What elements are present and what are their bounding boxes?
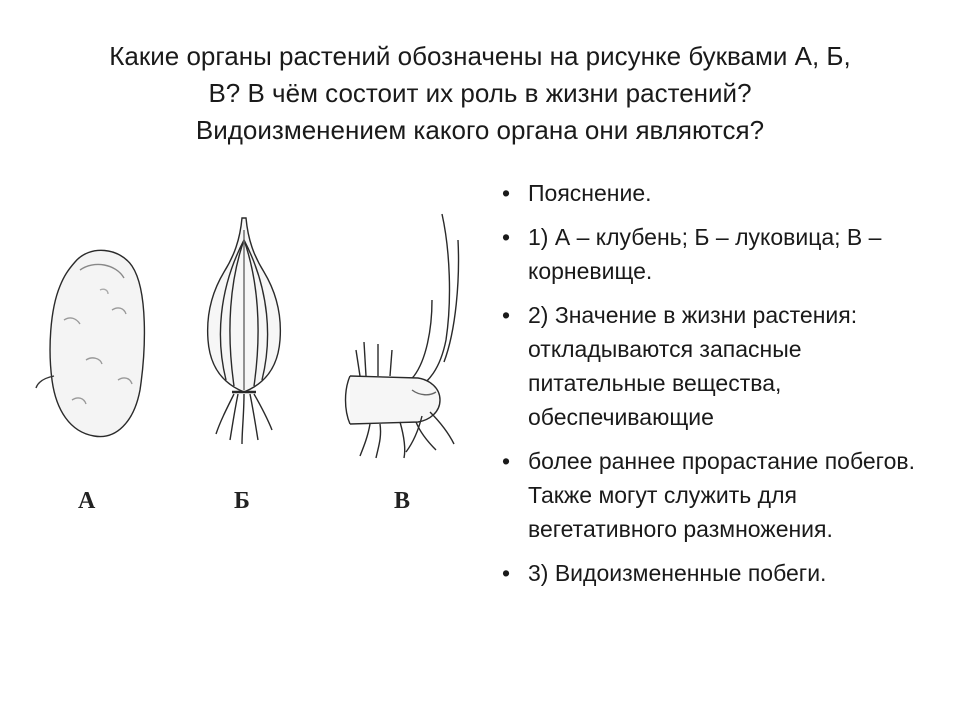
plant-organs-figure bbox=[20, 200, 490, 540]
figure-label-v: В bbox=[394, 488, 411, 514]
figure-label-b: Б bbox=[234, 488, 250, 514]
bullet-item: • 1) А – клубень; Б – луковица; В – корневище. bbox=[494, 220, 934, 288]
title-line-1: Какие органы растений обозначены на рисунке буквами А, Б, bbox=[109, 41, 851, 71]
title-line-3: Видоизменением какого органа они являются? bbox=[195, 115, 765, 145]
rhizome-illustration bbox=[346, 214, 459, 458]
bullet-item: • более раннее прорастание побегов. Также могут служить для вегетативного размножения. bbox=[494, 444, 934, 546]
slide-title bbox=[40, 38, 920, 149]
bullet-item: • 3) Видоизмененные побеги. bbox=[494, 556, 934, 590]
bullet-item: • Пояснение. bbox=[494, 176, 934, 210]
bulb-illustration bbox=[208, 218, 281, 444]
bullet-item: • 2) Значение в жизни растения: откладываются запасные питательные вещества, обеспечивающие bbox=[494, 298, 934, 434]
tuber-illustration bbox=[36, 250, 144, 436]
figure-label-a: А bbox=[78, 488, 96, 514]
title-line-2: В? В чём состоит их роль в жизни растений? bbox=[208, 78, 752, 108]
explanation-list bbox=[494, 176, 934, 600]
